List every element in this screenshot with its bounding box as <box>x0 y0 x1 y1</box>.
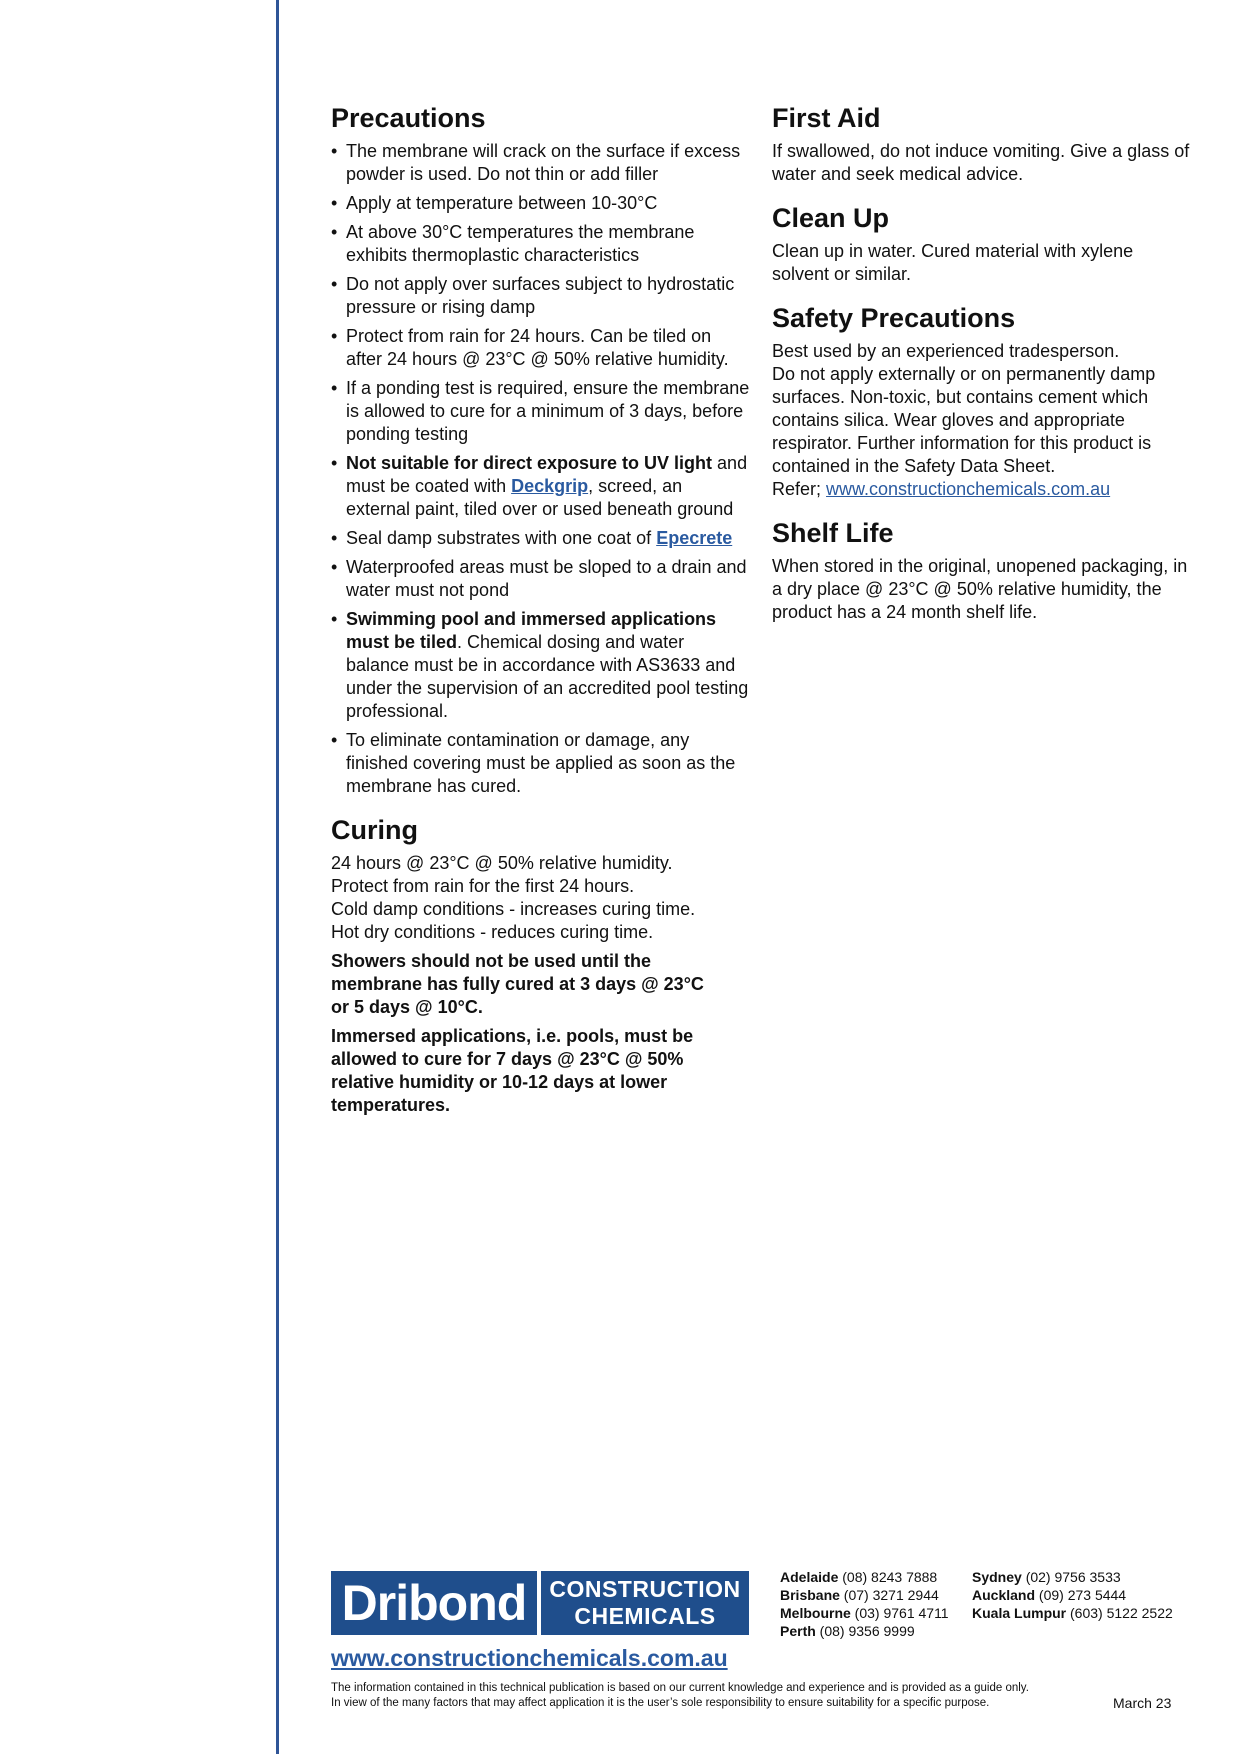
contact-phone: (03) 9761 4711 <box>850 1605 949 1621</box>
shelf-life-section <box>772 515 1192 624</box>
contact-city: Adelaide <box>780 1569 839 1585</box>
footer-website-link[interactable]: www.constructionchemicals.com.au <box>331 1645 728 1671</box>
list-item: • At above 30°C temperatures the membrane exhibits thermoplastic characteristics <box>331 221 751 267</box>
seal-text: Seal damp substrates with one coat of <box>346 528 657 548</box>
contact-phone: (08) 9356 9999 <box>815 1623 915 1639</box>
precautions-section <box>331 100 751 798</box>
curing-section <box>331 812 751 1117</box>
contact-entry <box>780 1568 949 1586</box>
list-item-seal <box>331 527 751 550</box>
website-link[interactable]: www.constructionchemicals.com.au <box>826 479 1111 499</box>
logo-subtitle <box>541 1571 749 1635</box>
safety-section <box>772 300 1192 501</box>
contacts-column-2 <box>972 1568 1173 1622</box>
contact-city: Perth <box>780 1623 816 1639</box>
contact-city: Kuala Lumpur <box>972 1605 1067 1621</box>
uv-text-2: , screed, an external paint, tiled over or used beneath ground <box>346 476 734 519</box>
first-aid-section <box>772 100 1192 186</box>
list-item: • The membrane will crack on the surface if excess powder is used. Do not thin or add filler <box>331 140 751 186</box>
contact-entry <box>780 1622 949 1640</box>
clean-up-title: Clean Up <box>772 203 890 233</box>
curing-line: Cold damp conditions - increases curing time. <box>331 899 696 919</box>
curing-line: 24 hours @ 23°C @ 50% relative humidity. <box>331 853 673 873</box>
contact-phone: (603) 5122 2522 <box>1066 1605 1173 1621</box>
safety-body: Do not apply externally or on permanently damp surfaces. Non-toxic, but contains cement which contains silica. Wear gloves and appropriate respirator. Further information for this product is contained in the Safety Data Sheet. <box>772 364 1156 476</box>
curing-title: Curing <box>331 815 418 845</box>
clean-up-text: Clean up in water. Cured material with xylene solvent or similar. <box>772 241 1134 284</box>
contact-entry <box>780 1604 949 1622</box>
list-item: • Protect from rain for 24 hours. Can be tiled on after 24 hours @ 23°C @ 50% relative humidity. <box>331 325 751 371</box>
list-item: • Apply at temperature between 10-30°C <box>331 192 751 215</box>
left-margin-rule <box>276 0 279 1754</box>
shelf-life-title: Shelf Life <box>772 518 894 548</box>
contact-city: Auckland <box>972 1587 1036 1603</box>
list-item: • Do not apply over surfaces subject to hydrostatic pressure or rising damp <box>331 273 751 319</box>
safety-refer: Refer; <box>772 479 827 499</box>
contact-entry <box>780 1586 949 1604</box>
contact-phone: (07) 3271 2944 <box>839 1587 939 1603</box>
left-column <box>331 100 751 1131</box>
epecrete-link[interactable]: Epecrete <box>656 528 733 548</box>
contact-entry <box>972 1568 1173 1586</box>
list-item-pool <box>331 608 751 723</box>
curing-line: Hot dry conditions - reduces curing time. <box>331 922 654 942</box>
contact-phone: (09) 273 5444 <box>1035 1587 1127 1603</box>
contact-entry <box>972 1604 1173 1622</box>
precautions-title: Precautions <box>331 103 486 133</box>
safety-title: Safety Precautions <box>772 303 1016 333</box>
contact-city: Brisbane <box>780 1587 840 1603</box>
list-item: • Waterproofed areas must be sloped to a drain and water must not pond <box>331 556 751 602</box>
shelf-life-text: When stored in the original, unopened packaging, in a dry place @ 23°C @ 50% relative humidity, the product has a 24 month shelf life. <box>772 556 1188 622</box>
contact-entry <box>972 1586 1173 1604</box>
list-item: • If a ponding test is required, ensure the membrane is allowed to cure for a minimum of 3 days, before ponding testing <box>331 377 751 446</box>
clean-up-section <box>772 200 1192 286</box>
curing-line: Protect from rain for the first 24 hours. <box>331 876 635 896</box>
logo-subtitle-line-2: CHEMICALS <box>574 1603 716 1629</box>
first-aid-title: First Aid <box>772 103 881 133</box>
list-item-uv <box>331 452 751 521</box>
safety-text <box>772 340 1192 501</box>
first-aid-text: If swallowed, do not induce vomiting. Give a glass of water and seek medical advice. <box>772 141 1190 184</box>
contact-phone: (08) 8243 7888 <box>838 1569 938 1585</box>
dribond-logo <box>331 1571 749 1635</box>
list-item: • To eliminate contamination or damage, any finished covering must be applied as soon as the membrane has cured. <box>331 729 751 798</box>
curing-text <box>331 852 751 944</box>
pool-text: . Chemical dosing and water balance must be in accordance with AS3633 and under the supervision of an accredited pool testing professional. <box>346 632 749 721</box>
uv-warning: Not suitable for direct exposure to UV light <box>346 453 713 473</box>
contacts-column-1 <box>780 1568 949 1640</box>
curing-showers-bold: Showers should not be used until the membrane has fully cured at 3 days @ 23°C or 5 days @ 10°C. <box>331 951 704 1017</box>
logo-subtitle-line-1: CONSTRUCTION <box>549 1576 741 1602</box>
deckgrip-link[interactable]: Deckgrip <box>511 476 589 496</box>
contact-city: Melbourne <box>780 1605 851 1621</box>
disclaimer <box>331 1681 1111 1711</box>
right-column <box>772 100 1192 638</box>
precautions-list <box>331 140 751 798</box>
curing-showers-note <box>331 950 711 1019</box>
contact-city: Sydney <box>972 1569 1022 1585</box>
pool-warning: Swimming pool and immersed applications must be tiled <box>346 609 717 652</box>
disclaimer-line-1: The information contained in this technical publication is based on our current knowledge and experience and is provided as a guide only. <box>331 1682 1029 1694</box>
publication-date: March 23 <box>1113 1695 1172 1711</box>
safety-line-1: Best used by an experienced tradesperson. <box>772 341 1120 361</box>
uv-text-1: and must be coated with <box>346 453 748 496</box>
curing-immersed-bold: Immersed applications, i.e. pools, must be allowed to cure for 7 days @ 23°C @ 50% relative humidity or 10-12 days at lower temperatures. <box>331 1026 694 1115</box>
curing-immersed-note <box>331 1025 711 1117</box>
contact-phone: (02) 9756 3533 <box>1021 1569 1121 1585</box>
logo-wordmark: Dribond <box>331 1571 537 1635</box>
disclaimer-line-2: In view of the many factors that may affect application it is the user’s sole responsibility to ensure suitability for a specific purpose. <box>331 1697 990 1709</box>
